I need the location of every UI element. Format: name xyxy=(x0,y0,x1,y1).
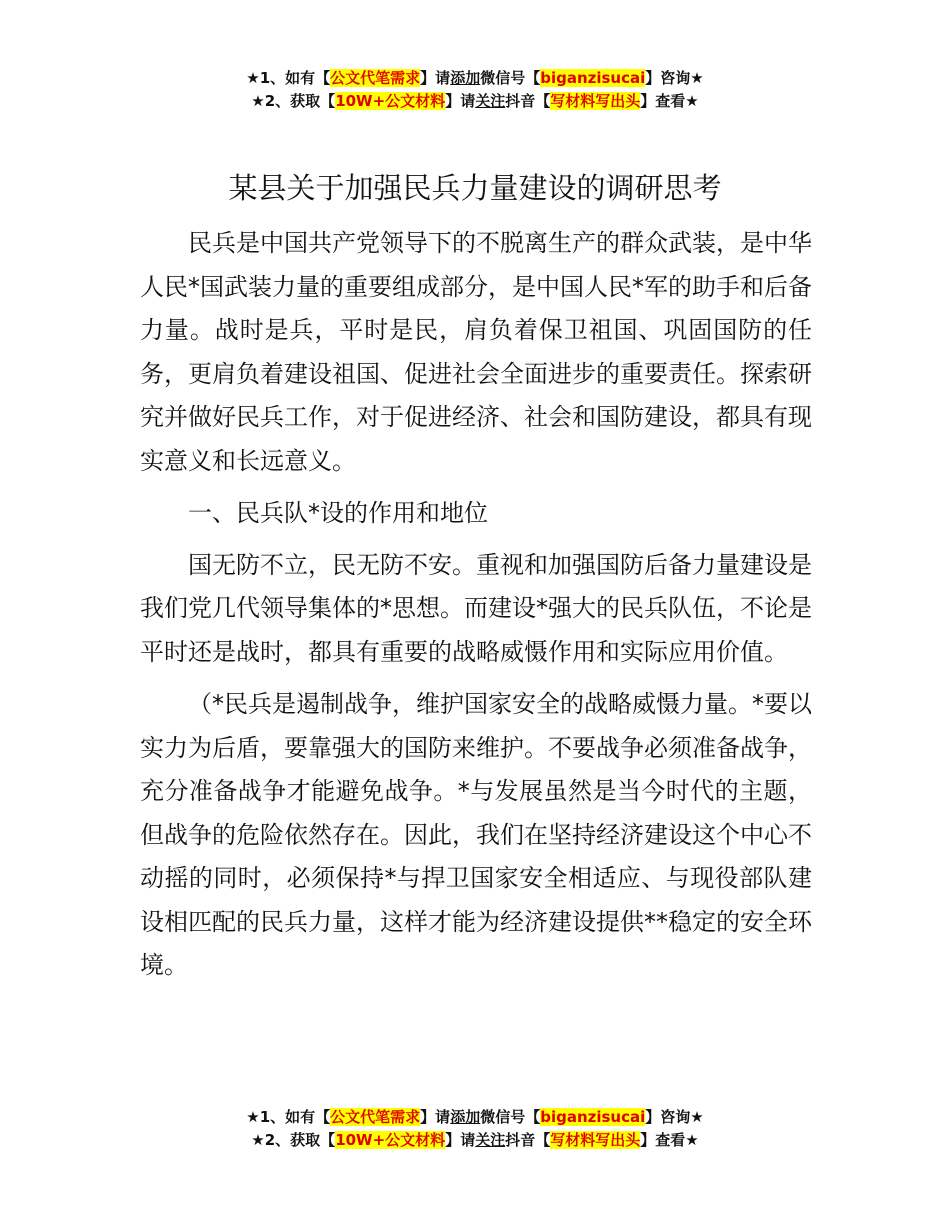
banner-line-1 xyxy=(0,1106,950,1129)
banner-text: 微信号【 xyxy=(480,69,541,87)
banner-text: 抖音【 xyxy=(505,1131,551,1149)
banner-highlight: 写材料写出头 xyxy=(550,1131,641,1149)
banner-highlight: biganzisucai xyxy=(540,1108,646,1126)
document-body xyxy=(140,222,812,997)
banner-text: 】咨询★ xyxy=(645,69,704,87)
paragraph: 民兵是中国共产党领导下的不脱离生产的群众武装，是中华人民*国武装力量的重要组成部分，是中国人民*军的助手和后备力量。战时是兵，平时是民，肩负着保卫祖国、巩固国防的任务，更肩负着建设祖国、促进社会全面进步的重要责任。探索研究并做好民兵工作，对于促进经济、社会和国防建设，都具有现实意义和长远意义。 xyxy=(140,229,812,475)
banner-line-2 xyxy=(0,1129,950,1152)
banner-text: 】请 xyxy=(420,69,451,87)
banner-underlined: 关注 xyxy=(475,1131,506,1149)
section-heading: 一、民兵队*设的作用和地位 xyxy=(188,499,488,527)
banner-line-2 xyxy=(0,90,950,113)
banner-highlight: 10W+公文材料 xyxy=(335,92,446,110)
banner-line-1 xyxy=(0,67,950,90)
banner-text: 抖音【 xyxy=(505,92,551,110)
banner-underlined: 添加 xyxy=(450,69,481,87)
banner-text: ★2、获取【 xyxy=(251,92,336,110)
banner-underlined: 关注 xyxy=(475,92,506,110)
paragraph: （*民兵是遏制战争，维护国家安全的战略威慑力量。*要以实力为后盾，要靠强大的国防来维护。不要战争必须准备战争，充分准备战争才能避免战争。*与发展虽然是当今时代的主题，但战争的危险依然存在。因此，我们在坚持经济建设这个中心不动摇的同时，必须保持*与捍卫国家安全相适应、与现役部队建设相匹配的民兵力量，这样才能为经济建设提供**稳定的安全环境。 xyxy=(140,690,812,979)
banner-highlight: 10W+公文材料 xyxy=(335,1131,446,1149)
banner-text: 】查看★ xyxy=(640,92,699,110)
banner-text: 】咨询★ xyxy=(645,1108,704,1126)
banner-text: 】查看★ xyxy=(640,1131,699,1149)
document-title: 某县关于加强民兵力量建设的调研思考 xyxy=(228,171,722,205)
banner-highlight: 公文代笔需求 xyxy=(330,1108,421,1126)
banner-text: 微信号【 xyxy=(480,1108,541,1126)
footer-banner xyxy=(0,1106,950,1152)
paragraph: 国无防不立，民无防不安。重视和加强国防后备力量建设是我们党几代领导集体的*思想。而建设*强大的民兵队伍，不论是平时还是战时，都具有重要的战略威慑作用和实际应用价值。 xyxy=(140,550,812,666)
banner-text: ★2、获取【 xyxy=(251,1131,336,1149)
banner-text: 】请 xyxy=(445,92,476,110)
banner-text: 】请 xyxy=(445,1131,476,1149)
banner-text: ★1、如有【 xyxy=(246,69,331,87)
banner-highlight: 写材料写出头 xyxy=(550,92,641,110)
banner-text: 】请 xyxy=(420,1108,451,1126)
banner-underlined: 添加 xyxy=(450,1108,481,1126)
banner-highlight: biganzisucai xyxy=(540,69,646,87)
banner-text: ★1、如有【 xyxy=(246,1108,331,1126)
banner-highlight: 公文代笔需求 xyxy=(330,69,421,87)
header-banner xyxy=(0,67,950,113)
